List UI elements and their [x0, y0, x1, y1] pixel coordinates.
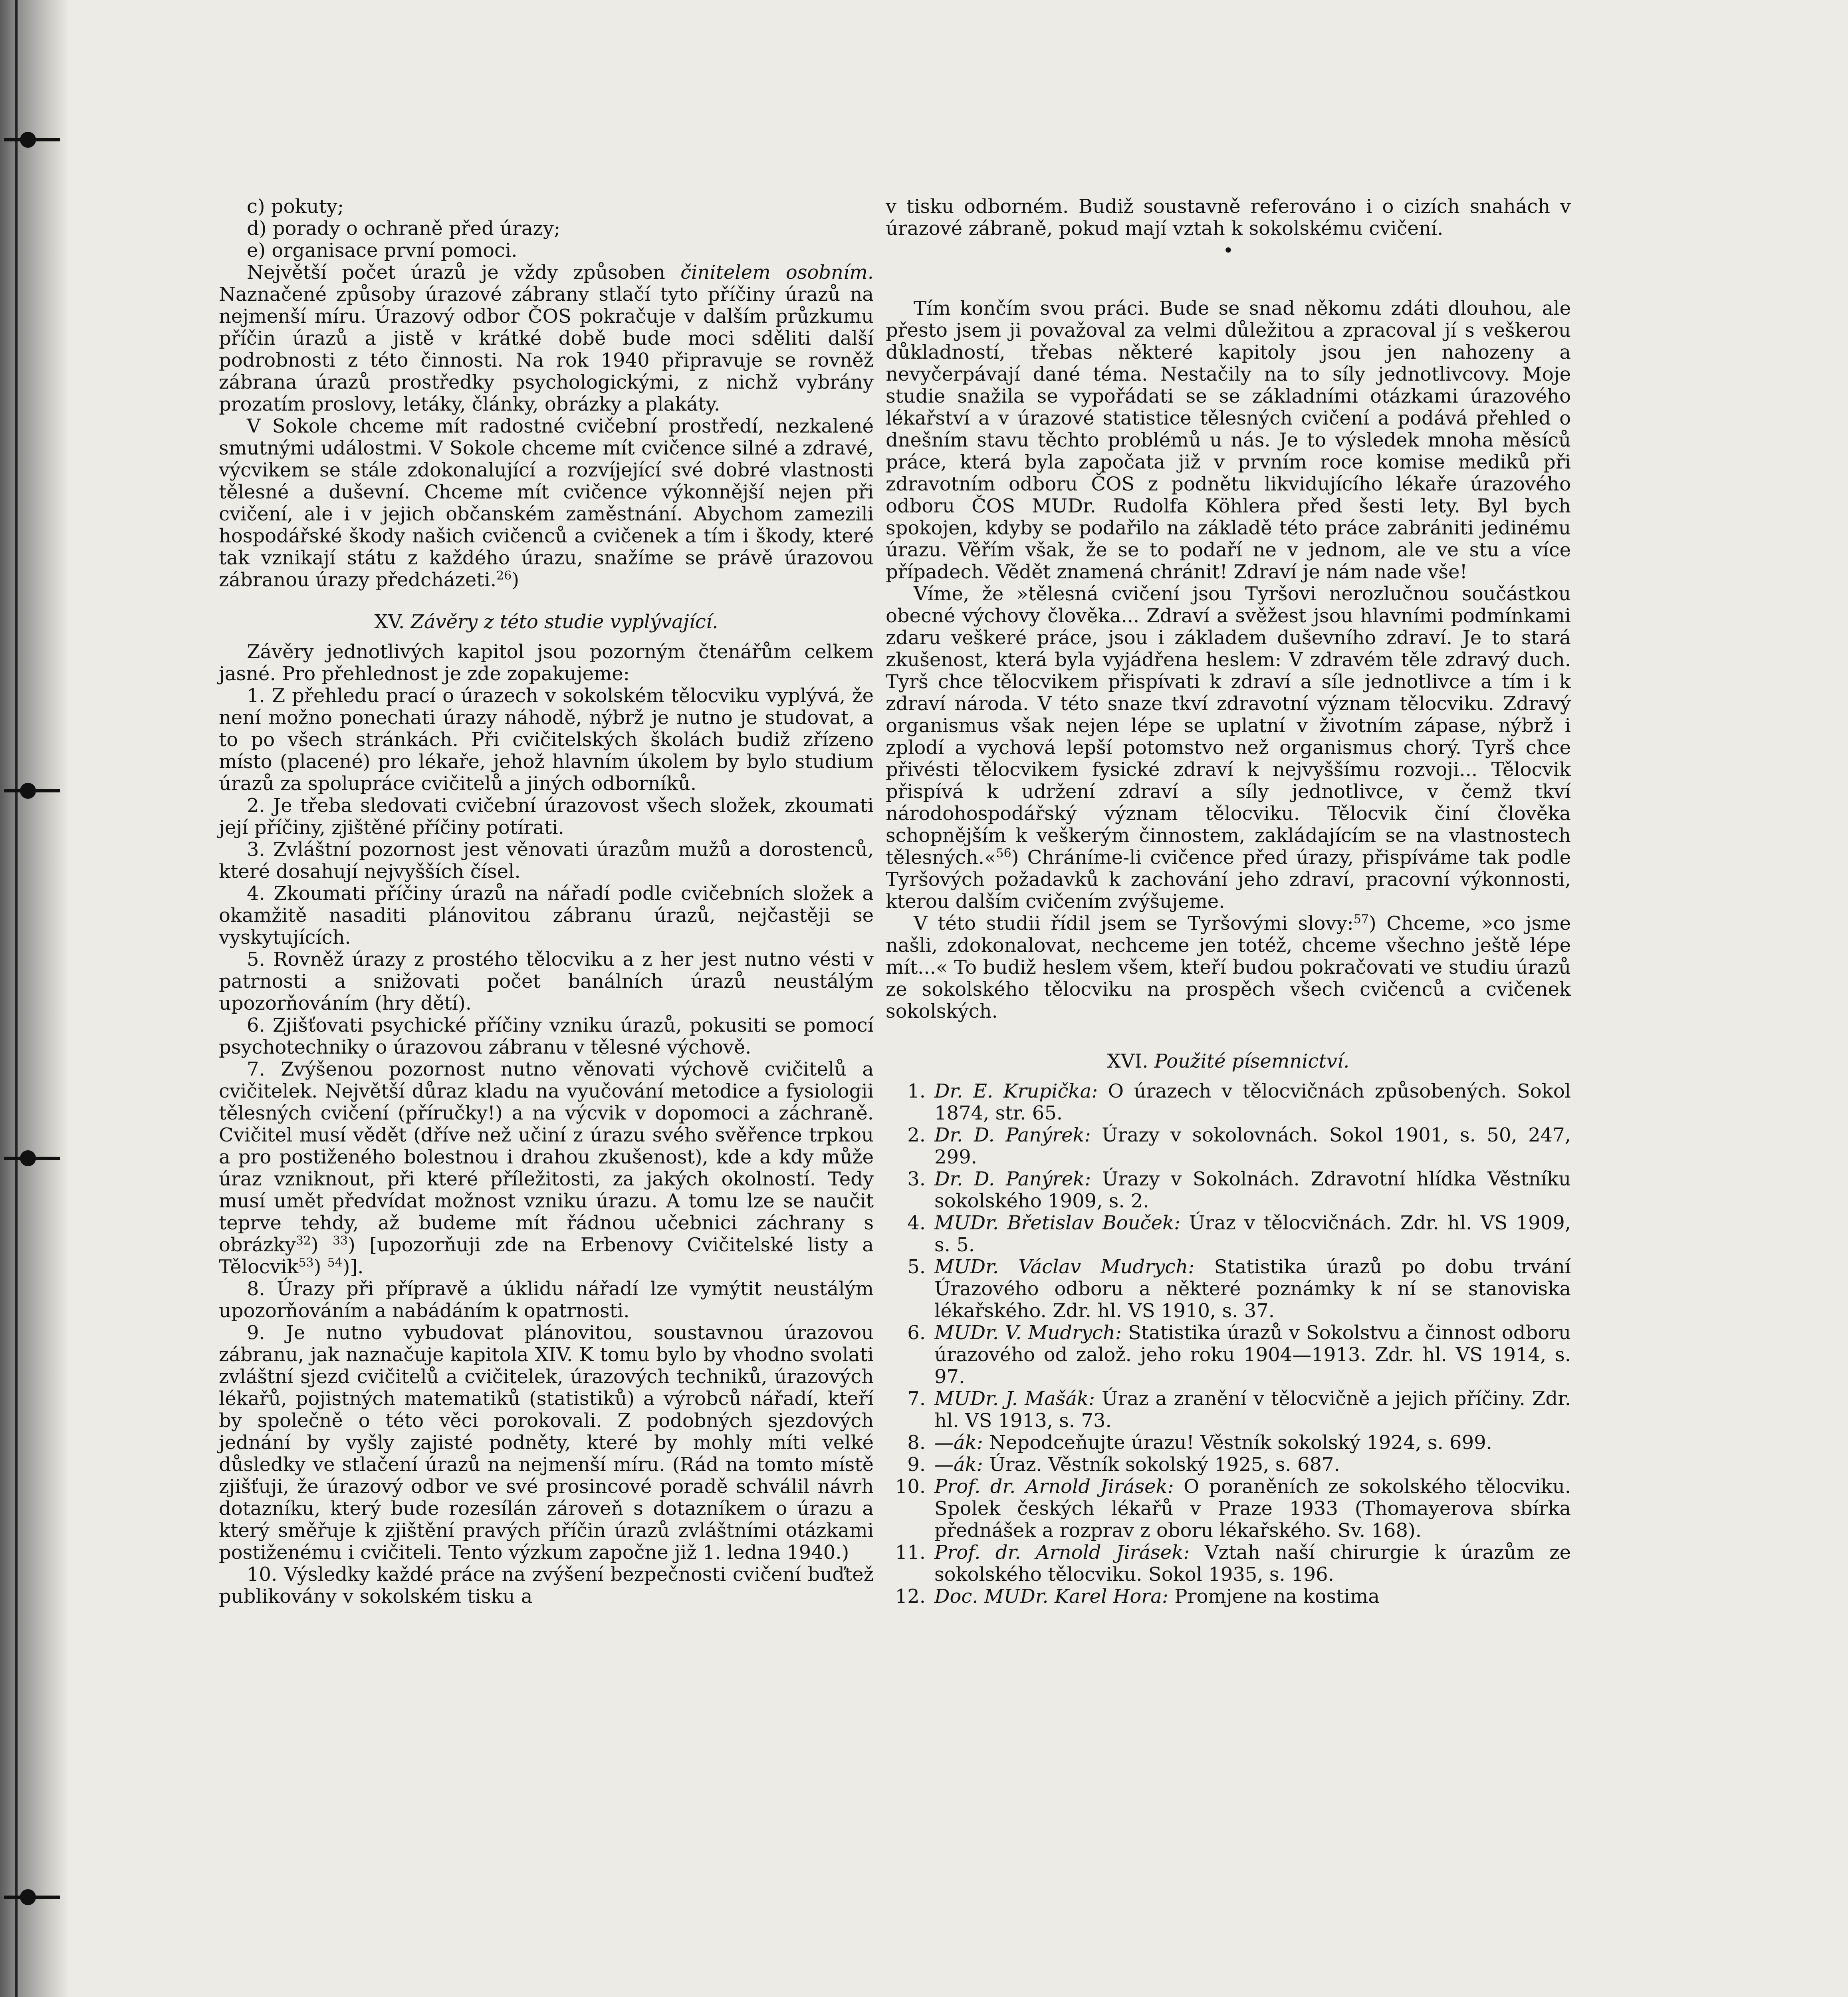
reference-item: 8. —ák: Nepodceňujte úrazu! Věstník sokolský 1924, s. 699.	[907, 1431, 1492, 1454]
measures-list	[219, 196, 874, 262]
conclusion-item: 10. Výsledky každé práce na zvýšení bezpečnosti cvičení buďtež publikovány v sokolském tisku a	[219, 1563, 874, 1608]
left-column	[219, 196, 874, 1608]
conclusion-item: 6. Zjišťovati psychické příčiny vzniku úrazů, pokusiti se pomocí psychotechniky o úrazovou zábranu v tělesné výchově.	[219, 1014, 874, 1058]
reference-item: 12. Doc. MUDr. Karel Hora: Promjene na kostima	[895, 1585, 1380, 1608]
paragraph: V Sokole chceme mít radostné cvičební prostředí, nezkalené smutnými událostmi. V Sokole chceme mít cvičence silné a zdravé, výcvikem se stále zdokonalující a rozvíjející své dobré vlastnosti tělesné a duševní. Chceme mít cvičence výkonnější nejen při cvičení, ale i v jejich občanském zaměstnání. Abychom zamezili hospodářské škody našich cvičenců a cvičenek a tím i škody, které tak vznikají státu z každého úrazu, snažíme se právě úrazovou zábranou úrazy předcházeti.$^{26}$)	[219, 415, 874, 591]
conclusion-item: 1. Z přehledu prací o úrazech v sokolském tělocviku vyplývá, že není možno ponechati úrazy náhodě, nýbrž je nutno je studovat, a to po všech stránkách. Při cvičitelských školách budiž zřízeno místo (placené) pro lékaře, jehož hlavním úkolem by bylo studium úrazů za spolupráce cvičitelů a jiných odborníků.	[219, 685, 874, 795]
conclusion-item: 7. Zvýšenou pozornost nutno věnovati výchově cvičitelů a cvičitelek. Největší důraz kladu na vyučování metodice a fysiologii tělesných cvičení (příručky!) a na výcvik v dopomoci a záchraně. Cvičitel musí vědět (dříve než učiní z úrazu svého svěřence trpkou a pro postiženého bolestnou i drahou zkušenost), kde a kdy může úraz vzniknout, při které příležitosti, za jakých okolností. Tedy musí umět předvídat možnost vzniku úrazu. A tomu lze se naučit teprve tehdy, až budeme mít řádnou učebnici záchrany s obrázky$^{32}$) $^{33}$) [upozorňuji zde na Erbenovy Cvičitelské listy a Tělocvik$^{53}$) $^{54}$)].	[219, 1058, 874, 1278]
binding-mark	[4, 783, 60, 799]
paragraph: v tisku odborném. Budiž soustavně referováno i o cizích snahách v úrazové zábraně, pokud mají vztah k sokolskému cvičení.	[886, 195, 1571, 240]
conclusion-item: 2. Je třeba sledovati cvičební úrazovost všech složek, zkoumati její příčiny, zjištěné příčiny potírati.	[219, 794, 874, 839]
paragraph: Víme, že »tělesná cvičení jsou Tyršovi nerozlučnou součástkou obecné výchovy člověka... Zdraví a svěžest jsou hlavními podmínkami zdaru veškeré práce, jsou i základem duševního zdraví. Je to stará zkušenost, která byla vyjádřena heslem: V zdravém těle zdravý duch. Tyrš chce tělocvikem přispívati k zdraví a síle jednotlivce a tím i k zdraví národa. V této snaze tkví zdravotní význam tělocviku. Zdravý organismus však nejen lépe se uplatní v životním zápase, nýbrž i zplodí a vychová lepší potomstvo než organismus chorý. Tyrš chce přivésti tělocvikem fysické zdraví k nejvyššímu rozvoji... Tělocvik přispívá k udržení zdraví a síly jednotlivce, v čemž tkví národohospodářský význam tělocviku. Tělocvik činí člověka schopnějším k veškerým činnostem, zakládajícím se na vlastnostech tělesných.«$^{56}$) Chráníme-li cvičence před úrazy, přispíváme tak podle Tyršových požadavků k zachování jeho zdraví, pracovní výkonnosti, kterou dalším cvičením zvýšujeme.	[886, 583, 1571, 913]
reference-item: 11. Prof. dr. Arnold Jirásek: Vztah naší chirurgie k úrazům ze sokolského tělocviku. Sokol 1935, s. 196.	[895, 1541, 1571, 1586]
paragraph: Tím končím svou práci. Bude se snad někomu zdáti dlouhou, ale přesto jsem ji považoval za velmi důležitou a zpracoval jí s veškerou důkladností, třebas některé kapitoly jsou jen nahozeny a nevyčerpávají dané téma. Nestačily na to síly jednotlivcovy. Moje studie snažila se vypořádati se se základními otázkami úrazového lékařství a v úrazové statistice tělesných cvičení a podává přehled o dnešním stavu těchto problémů u nás. Je to výsledek mnoha měsíců práce, která byla započata již v prvním roce komise mediků při zdravotním odboru ČOS z podnětu likvidujícího lékaře úrazového odboru ČOS MUDr. Rudolfa Köhlera před šesti lety. Byl bych spokojen, kdyby se podařilo na základě této práce zabrániti jedinému úrazu. Věřím však, že se to podaří ne v jednom, ale ve stu a více případech. Vědět znamená chránit! Zdraví je nám nade vše!	[886, 297, 1571, 583]
reference-item: 5. MUDr. Václav Mudrych: Statistika úrazů po dobu trvání Úrazového odboru a některé poznámky k ní se stanoviska lékařského. Zdr. hl. VS 1910, s. 37.	[907, 1256, 1571, 1322]
reference-item: 4. MUDr. Břetislav Bouček: Úraz v tělocvičnách. Zdr. hl. VS 1909, s. 5.	[907, 1212, 1571, 1256]
binding-mark	[4, 132, 60, 148]
binding-edge	[0, 0, 70, 1997]
conclusion-item: 4. Zkoumati příčiny úrazů na nářadí podle cvičebních složek a okamžitě nasaditi plánovitou zábranu úrazů, nejčastěji se vyskytujících.	[219, 882, 874, 949]
reference-item: 6. MUDr. V. Mudrych: Statistika úrazů v Sokolstvu a činnost odboru úrazového od založ. jeho roku 1904—1913. Zdr. hl. VS 1914, s. 97.	[907, 1322, 1571, 1388]
reference-item: 10. Prof. dr. Arnold Jirásek: O poraněních ze sokolského tělocviku. Spolek českých lékařů v Praze 1933 (Thomayerova sbírka přednášek a rozprav z oboru lékařského. Sv. 168).	[895, 1475, 1571, 1542]
conclusion-item: 5. Rovněž úrazy z prostého tělocviku a z her jest nutno vésti v patrnosti a snižovati počet banálních úrazů neustálým upozorňováním (hry dětí).	[219, 948, 874, 1014]
list-item: e) organisace první pomoci.	[247, 239, 518, 262]
binding-mark	[4, 1889, 60, 1905]
conclusion-item: 9. Je nutno vybudovat plánovitou, soustavnou úrazovou zábranu, jak naznačuje kapitola XIV. K tomu bylo by vhodno svolati zvláštní sjezd cvičitelů a cvičitelek, úrazových techniků, úrazových lékařů, pojistných matematiků (statistiků) a výrobců nářadí, kteří by společně o této věci porokovali. Z podobných sjezdových jednání by vyšly zajisté podněty, které by mohly míti velké důsledky ve stlačení úrazů na nejmenší míru. (Rád na tomto místě zjišťuji, že úrazový odbor ve své prosincové poradě schválil návrh dotazníku, který bude rozesílán zároveň s dotazníkem o úrazu a který směřuje k zjištění pravých příčin úrazů zvláštními otázkami postiženému i cvičiteli. Tento výzkum započne již 1. ledna 1940.)	[219, 1322, 874, 1564]
reference-item: 9. —ák: Úraz. Věstník sokolský 1925, s. 687.	[907, 1453, 1340, 1476]
binding-line	[15, 0, 18, 1997]
references-list	[886, 1080, 1571, 1608]
conclusion-item: 3. Zvláštní pozornost jest věnovati úrazům mužů a dorostenců, které dosahují nejvyšších čísel.	[219, 838, 874, 883]
reference-item: 7. MUDr. J. Mašák: Úraz a zranění v tělocvičně a jejich příčiny. Zdr. hl. VS 1913, s. 73.	[907, 1388, 1571, 1432]
right-column	[886, 196, 1571, 1608]
conclusion-item: 8. Úrazy při přípravě a úklidu nářadí lze vymýtit neustálým upozorňováním a nabádáním k opatrnosti.	[219, 1278, 874, 1322]
separator-dot: •	[1223, 240, 1234, 261]
reference-item: 1. Dr. E. Krupička: O úrazech v tělocvičnách způsobených. Sokol 1874, str. 65.	[907, 1080, 1571, 1124]
binding-mark	[4, 1150, 60, 1166]
paragraph: Závěry jednotlivých kapitol jsou pozorným čtenářům celkem jasné. Pro přehlednost je zde zopakujeme:	[219, 641, 874, 685]
section-heading-xvi: XVI. Použité písemnictví.	[1107, 1050, 1350, 1072]
list-item: c) pokuty;	[247, 195, 344, 218]
paragraph: V této studii řídil jsem se Tyršovými slovy:$^{57}$) Chceme, »co jsme našli, zdokonalovat, nechceme jen totéž, chceme všechno ještě lépe mít...« To budiž heslem všem, kteří budou pokračovati ve studiu úrazů ze sokolského tělocviku na prospěch všech cvičenců a cvičenek sokolských.	[886, 912, 1571, 1022]
list-item: d) porady o ochraně před úrazy;	[247, 217, 561, 240]
section-heading-xv: XV. Závěry z této studie vyplývající.	[374, 611, 718, 633]
paragraph: Největší počet úrazů je vždy způsoben činitelem osobním. Naznačené způsoby úrazové zábrany stlačí tyto příčiny úrazů na nejmenší míru. Úrazový odbor ČOS pokračuje v dalším průzkumu příčin úrazů a jistě v krátké době bude moci sděliti další podrobnosti z této činnosti. Na rok 1940 připravuje se rovněž zábrana úrazů prostředky psychologickými, z nichž vybrány prozatím proslovy, letáky, články, obrázky a plakáty.	[219, 261, 874, 415]
reference-item: 3. Dr. D. Panýrek: Úrazy v Sokolnách. Zdravotní hlídka Věstníku sokolského 1909, s. 2.	[907, 1168, 1571, 1212]
reference-item: 2. Dr. D. Panýrek: Úrazy v sokolovnách. Sokol 1901, s. 50, 247, 299.	[907, 1124, 1571, 1168]
